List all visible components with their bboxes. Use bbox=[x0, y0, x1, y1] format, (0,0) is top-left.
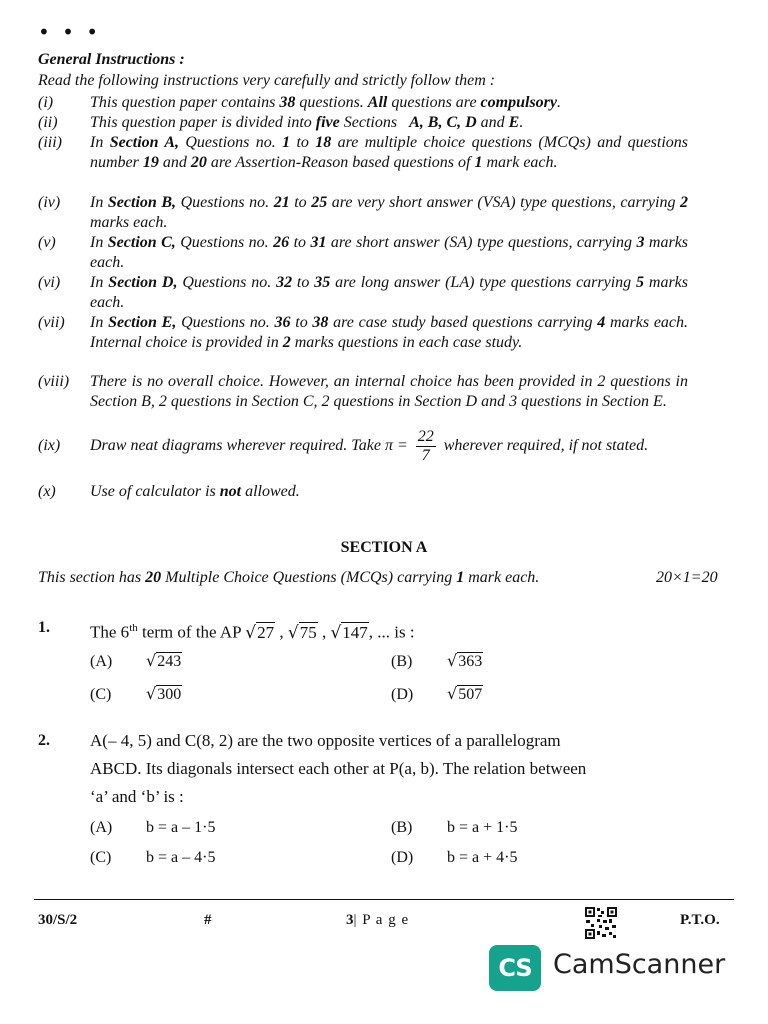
question-1-option-b[interactable]: (B) √363 bbox=[391, 651, 483, 670]
camscanner-wordmark: CamScanner bbox=[553, 949, 726, 980]
section-description: This section has 20 Multiple Choice Questions (MCQs) carrying 1 mark each. bbox=[38, 569, 540, 586]
footer-divider bbox=[34, 899, 734, 900]
section-title: SECTION A bbox=[340, 539, 428, 556]
question-1-number: 1. bbox=[38, 619, 50, 636]
question-2-option-c[interactable]: (C) b = a – 4·5 bbox=[90, 849, 216, 866]
please-turn-over: P.T.O. bbox=[680, 912, 720, 928]
instruction-vii: (vii) In Section E, Questions no. 36 to 38 are case study based questions carrying 4 marks each. Internal choice is provided in 2 marks questions in each case study. bbox=[38, 314, 689, 351]
section-marks: 20×1=20 bbox=[656, 569, 718, 586]
instruction-ii: (ii) This question paper is divided into five Sections A, B, C, D and E. bbox=[38, 114, 524, 131]
footer-hash: # bbox=[204, 912, 212, 928]
question-1-option-a[interactable]: (A) √243 bbox=[90, 651, 182, 670]
question-2-option-a[interactable]: (A) b = a – 1·5 bbox=[90, 819, 216, 836]
question-1-option-c[interactable]: (C) √300 bbox=[90, 684, 182, 703]
qr-code-icon bbox=[585, 907, 617, 939]
question-2-number: 2. bbox=[38, 732, 50, 749]
instruction-x: (x) Use of calculator is not allowed. bbox=[38, 483, 300, 500]
instruction-v: (v) In Section C, Questions no. 26 to 31 are short answer (SA) type questions, carrying 3 marks each. bbox=[38, 234, 689, 271]
instruction-iii: (iii) In Section A, Questions no. 1 to 18 are multiple choice questions (MCQs) and questions number 19 and 20 are Assertion-Reason based questions of 1 mark each. bbox=[38, 134, 689, 171]
general-instructions-intro: Read the following instructions very carefully and strictly follow them : bbox=[38, 72, 496, 89]
question-1-option-d[interactable]: (D) √507 bbox=[391, 684, 483, 703]
question-2-option-d[interactable]: (D) b = a + 4·5 bbox=[391, 849, 518, 866]
camscanner-logo-icon: CS bbox=[489, 945, 541, 991]
instruction-iv: (iv) In Section B, Questions no. 21 to 25 are very short answer (VSA) type questions, carrying 2 marks each. bbox=[38, 194, 689, 231]
fraction-22-over-7: $\frac{22}{7}$ bbox=[417, 428, 434, 464]
instruction-i: (i) This question paper contains 38 questions. All questions are compulsory. bbox=[38, 94, 561, 111]
general-instructions-title: General Instructions : bbox=[38, 51, 185, 68]
question-2-text: A(– 4, 5) and C(8, 2) are the two opposite vertices of a parallelogram ABCD. Its diagonals intersect each other at P(a, b). The relation between ‘a’ and ‘b’ is : bbox=[90, 731, 587, 806]
page-number: 3| P a g e bbox=[346, 912, 410, 928]
instruction-viii: (viii) There is no overall choice. However, an internal choice has been provided in 2 questions in Section B, 2 questions in Section C, 2 questions in Section D and 3 questions in Section E. bbox=[38, 373, 688, 410]
instruction-ix: (ix) Draw neat diagrams wherever required. Take π = $\frac{22}{7}$ wherever required, if not stated. bbox=[38, 428, 649, 464]
question-1-text: The 6th term of the AP √27 , √75 , √147, ... is : bbox=[90, 622, 415, 643]
header-dots: • • • bbox=[38, 20, 102, 44]
question-2-option-b[interactable]: (B) b = a + 1·5 bbox=[391, 819, 518, 836]
instruction-vi: (vi) In Section D, Questions no. 32 to 35 are long answer (LA) type questions carrying 5 marks each. bbox=[38, 274, 689, 311]
paper-code: 30/S/2 bbox=[38, 912, 78, 928]
